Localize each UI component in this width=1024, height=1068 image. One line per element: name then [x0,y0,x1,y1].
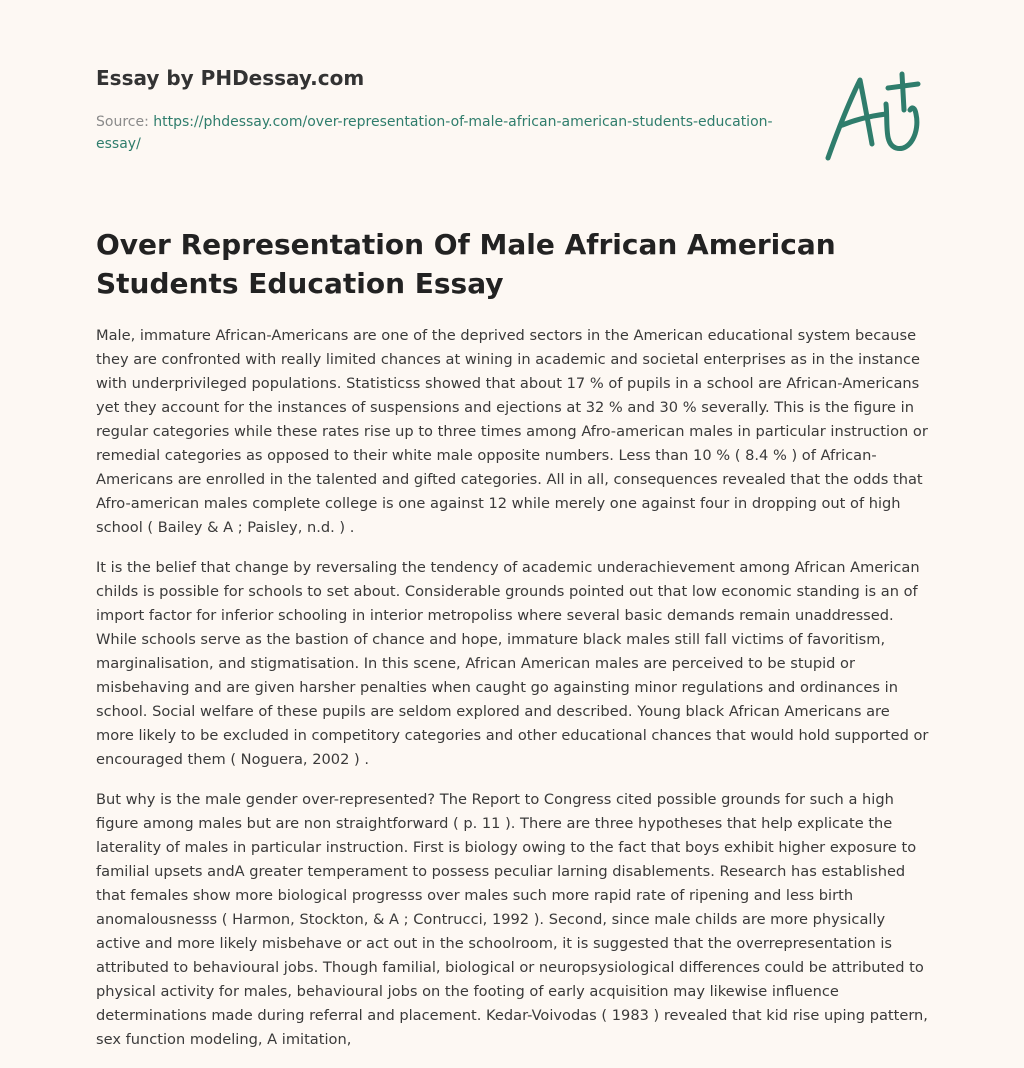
essay-paragraph: It is the belief that change by reversaling the tendency of academic underachievement among African American childs is possible for schools to set about. Considerable grounds pointed out that low economic standing is an of import factor for inferior schooling in interior metropoliss where several basic demands remain unaddressed. While schools serve as the bastion of chance and hope, immature black males still fall victims of favoritism, marginalisation, and stigmatisation. In this scene, African American males are perceived to be stupid or misbehaving and are given harsher penalties when caught go againsting minor regulations and ordinances in school. Social welfare of these pupils are seldom explored and described. Young black African Americans are more likely to be excluded in competitory categories and other educational chances that would hold supported or encouraged them ( Noguera, 2002 ) . [96,559,929,768]
site-title: Essay by PHDessay.com [96,66,365,90]
source-link[interactable]: https://phdessay.com/over-representation-of-male-african-american-students-education-essay/ [96,114,773,152]
essay-paragraph: Male, immature African-Americans are one of the deprived sectors in the American educational system because they are confronted with really limited chances at wining in academic and societal enterprises as in the instance with underprivileged populations. Statisticss showed that about 17 % of pupils in a school are African-Americans yet they account for the instances of suspensions and ejections at 32 % and 30 % severally. This is the figure in regular categories while these rates rise up to three times among Afro-american males in particular instruction or remedial categories as opposed to their white male opposite numbers. Less than 10 % ( 8.4 % ) of African-Americans are enrolled in the talented and gifted categories. All in all, consequences revealed that the odds that Afro-american males complete college is one against 12 while merely one against four in dropping out of high school ( Bailey & A ; Paisley, n.d. ) . [96,327,928,536]
essay-body [96,324,931,1068]
source-label: Source: [96,114,149,130]
a-plus-logo-icon [824,70,928,162]
essay-title: Over Representation Of Male African American Students Education Essay [96,228,836,300]
essay-paragraph: But why is the male gender over-represented? The Report to Congress cited possible grounds for such a high figure among males but are non straightforward ( p. 11 ). There are three hypotheses that help explicate the laterality of males in particular instruction. First is biology owing to the fact that boys exhibit higher exposure to familial upsets andA greater temperament to possess peculiar larning disablements. Research has established that females show more biological progresss over males such more rapid rate of ripening and less birth anomalousnesss ( Harmon, Stockton, & A ; Contrucci, 1992 ). Second, since male childs are more physically active and more likely misbehave or act out in the schoolroom, it is suggested that the overrepresentation is attributed to behavioural jobs. Though familial, biological or neuropsysiological differences could be attributed to physical activity for males, behavioural jobs on the footing of early acquisition may likewise influence determinations made during referral and placement. Kedar-Voivodas ( 1983 ) revealed that kid rise uping pattern, sex function modeling, A imitation, [96,791,928,1048]
source-line [96,111,796,155]
